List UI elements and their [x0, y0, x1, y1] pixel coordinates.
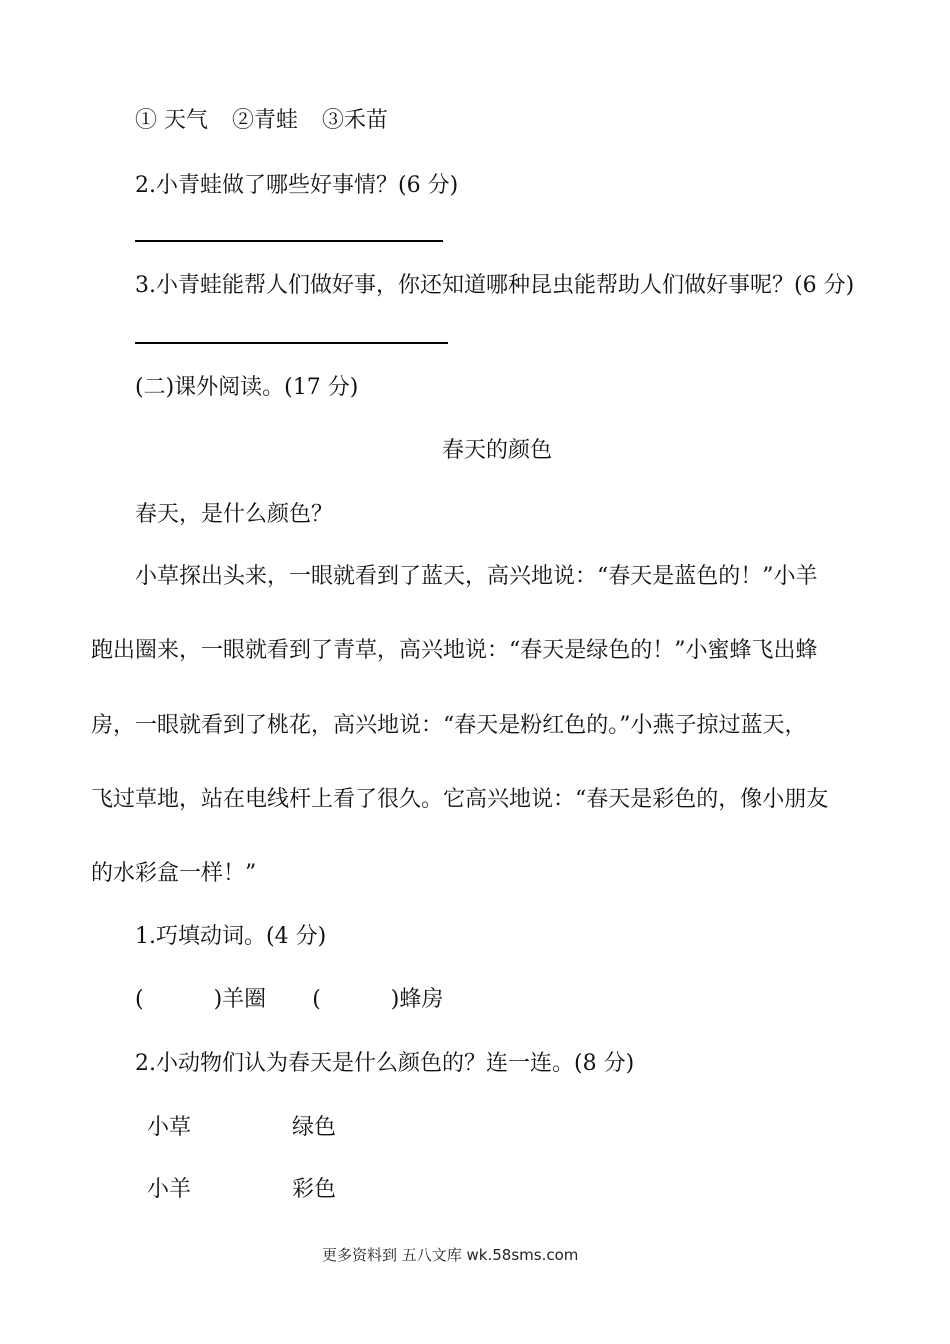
passage-line: 的水彩盒一样！”: [91, 861, 257, 886]
passage-line: 小草探出头来，一眼就看到了蓝天，高兴地说：“春天是蓝色的！”小羊: [135, 564, 818, 589]
section2-question-1: 1.巧填动词。(4 分): [135, 924, 327, 949]
q1-option-2: ②青蛙: [232, 108, 299, 133]
match-right-item[interactable]: 绿色: [292, 1115, 337, 1140]
q1-options-row: [135, 106, 388, 136]
section2-heading: (二)课外阅读。(17 分): [135, 375, 359, 400]
match-right-item[interactable]: 彩色: [292, 1177, 337, 1202]
q1-option-3: ③禾苗: [322, 108, 389, 133]
fill-in-row: [135, 985, 443, 1015]
match-left-item[interactable]: 小羊: [147, 1177, 192, 1202]
q2-answer-line[interactable]: [135, 240, 443, 242]
passage-line: 飞过草地，站在电线杆上看了很久。它高兴地说：“春天是彩色的，像小朋友: [91, 787, 829, 812]
q2-question: 2.小青蛙做了哪些好事情？(6 分): [135, 173, 459, 198]
fill-in-open-paren-1: (: [135, 987, 144, 1012]
q3-answer-line[interactable]: [135, 342, 448, 344]
passage-title: 春天的颜色: [442, 438, 553, 463]
fill-in-label-1: )羊圈: [213, 987, 267, 1012]
match-left-item[interactable]: 小草: [147, 1115, 192, 1140]
fill-in-label-2: )蜂房: [390, 987, 444, 1012]
passage-line: 房，一眼就看到了桃花，高兴地说：“春天是粉红色的。”小燕子掠过蓝天，: [91, 713, 807, 738]
section2-question-2: 2.小动物们认为春天是什么颜色的？连一连。(8 分): [135, 1051, 635, 1076]
q1-option-1: ① 天气: [135, 108, 208, 133]
page-footer: 更多资料到 五八文库 wk.58sms.com: [322, 1246, 579, 1264]
fill-in-open-paren-2: (: [312, 987, 321, 1012]
passage-line: 跑出圈来，一眼就看到了青草，高兴地说：“春天是绿色的！”小蜜蜂飞出蜂: [91, 638, 818, 663]
passage-line: 春天，是什么颜色？: [135, 502, 334, 527]
q3-question: 3.小青蛙能帮人们做好事，你还知道哪种昆虫能帮助人们做好事呢？(6 分): [135, 273, 855, 298]
